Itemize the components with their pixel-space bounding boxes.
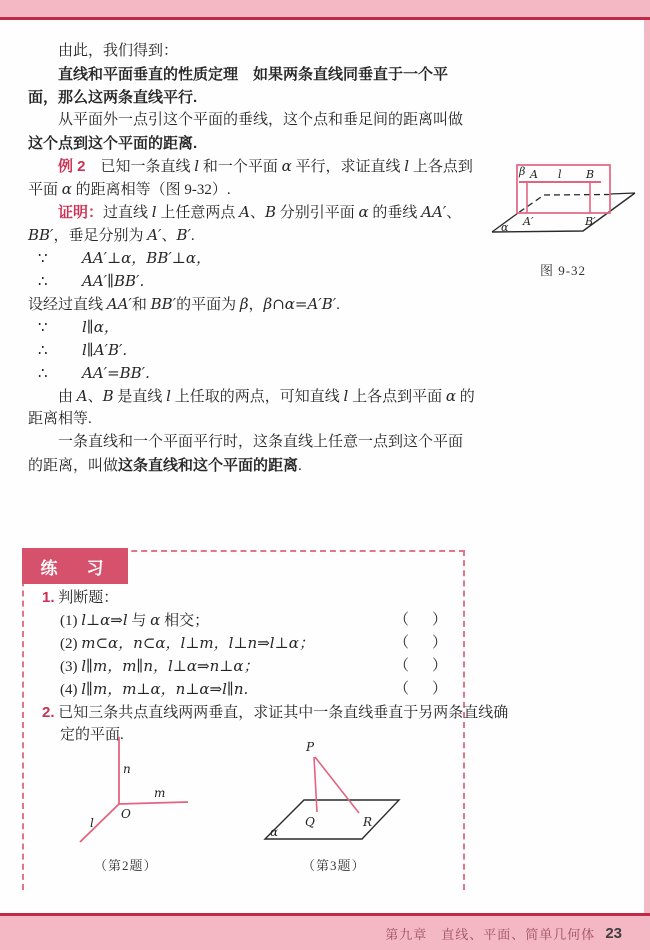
text-segment: 上各点到平面 xyxy=(348,389,446,405)
text-line xyxy=(28,201,483,224)
text-segment: A′ xyxy=(147,226,162,244)
text-segment: 、 xyxy=(446,205,462,221)
text-segment: BB′ xyxy=(28,226,54,244)
figure-9-32-drawing xyxy=(487,157,639,249)
text-segment: l xyxy=(404,157,410,175)
text-segment: 已知一条直线 xyxy=(85,159,195,175)
label-n: n xyxy=(123,762,131,776)
text-segment: AA′=BB′. xyxy=(82,364,150,382)
exercise-lines xyxy=(24,586,509,747)
text-segment: 平行，求证直线 xyxy=(291,159,405,175)
exercise-line xyxy=(24,678,463,701)
text-line xyxy=(28,316,483,339)
text-line xyxy=(28,63,483,86)
text-segment: 证明： xyxy=(58,204,104,221)
label-alpha: α xyxy=(501,221,509,234)
text-segment: 距离相等. xyxy=(28,411,92,427)
label-B: B xyxy=(586,168,595,181)
text-segment: B′ xyxy=(176,226,191,244)
segment-PR xyxy=(315,757,359,813)
text-segment: 的平面为 xyxy=(176,297,240,313)
text-line xyxy=(28,132,483,155)
text-segment: 、 xyxy=(249,205,265,221)
text-segment: 上任意两点 xyxy=(156,205,240,221)
segment-PQ xyxy=(314,757,317,812)
text-segment: α xyxy=(445,387,456,405)
text-segment: l xyxy=(166,387,171,405)
text-line xyxy=(28,293,483,316)
top-pink-band xyxy=(0,0,650,17)
text-segment: β∩α=A′B′ xyxy=(263,295,337,313)
text-segment: m⊂α，n⊂α，l⊥m，l⊥n⇒l⊥α； xyxy=(81,634,314,652)
text-segment: (4) xyxy=(60,682,82,698)
text-segment: 定的平面. xyxy=(60,727,124,743)
text-line xyxy=(28,224,483,247)
exercise-line xyxy=(24,609,463,632)
text-segment: ， xyxy=(248,297,264,313)
therefore-because-symbol: ∵ xyxy=(38,251,48,267)
text-segment: B xyxy=(264,203,276,221)
text-segment: AA′∥BB′. xyxy=(82,272,145,290)
text-line xyxy=(28,86,483,109)
figure-9-32 xyxy=(487,157,639,279)
label-B-prime: B′ xyxy=(585,215,596,228)
text-segment: β xyxy=(239,295,249,313)
therefore-because-symbol: ∴ xyxy=(38,366,48,382)
text-segment: . xyxy=(190,228,195,244)
label-P: P xyxy=(306,740,315,754)
judge-statement xyxy=(60,609,209,632)
exercise-tab: 练 习 xyxy=(22,548,128,584)
text-segment: α xyxy=(281,157,292,175)
label-Q: Q xyxy=(305,815,315,829)
text-segment: B xyxy=(102,387,114,405)
text-segment: AA′ xyxy=(421,203,447,221)
line-l xyxy=(80,804,119,842)
text-segment: l xyxy=(151,203,157,221)
text-segment: A xyxy=(76,387,88,405)
judge-statement xyxy=(60,655,259,678)
exercise-box xyxy=(22,550,509,890)
text-segment: 的距离相等（图 9-32）. xyxy=(71,182,231,198)
exercise-line xyxy=(24,586,463,609)
text-segment: 、 xyxy=(161,228,177,244)
text-segment: . xyxy=(336,297,340,313)
text-segment: (3) xyxy=(60,659,82,675)
footer-page-number: 23 xyxy=(605,924,622,942)
plane-alpha-outline xyxy=(265,800,399,839)
text-segment: 由此，我们得到： xyxy=(58,43,179,59)
text-segment: ，垂足分别为 xyxy=(53,228,148,244)
text-segment: 上任取的两点，可知直线 xyxy=(170,389,344,405)
diagram-problem-2 xyxy=(57,735,207,847)
label-O: O xyxy=(121,807,131,821)
exercise-line xyxy=(24,655,463,678)
figure-9-32-caption: 图 9-32 xyxy=(539,263,587,278)
therefore-because-symbol: ∴ xyxy=(38,274,48,290)
text-line xyxy=(28,431,483,454)
label-A: A xyxy=(530,168,538,181)
diagram-problem-3 xyxy=(247,735,417,850)
label-alpha: α xyxy=(270,825,279,839)
answer-parentheses: （ ） xyxy=(393,612,451,628)
footer-chapter-title: 第九章 直线、平面、简单几何体 xyxy=(385,926,596,942)
footer-band xyxy=(0,916,650,950)
text-segment: l∥m，m⊥α，n⊥α⇒l∥n. xyxy=(81,680,249,698)
text-segment: l⊥α⇒l xyxy=(81,611,128,629)
top-red-rule xyxy=(0,17,650,20)
right-pink-stripe xyxy=(644,20,650,913)
text-segment: 分别引平面 xyxy=(276,205,359,221)
exercise-line xyxy=(24,701,509,724)
text-segment: l xyxy=(343,387,349,405)
exercise-line xyxy=(24,632,463,655)
plane-alpha-hidden-edge xyxy=(518,195,610,214)
answer-parentheses: （ ） xyxy=(393,658,451,674)
text-segment: (1) xyxy=(60,613,82,629)
text-segment: 和一个平面 xyxy=(199,159,282,175)
text-line xyxy=(28,40,483,63)
text-segment: 设经过直线 xyxy=(28,297,107,313)
text-segment: 一条直线和一个平面平行时，这条直线上任意一点到这个平面 xyxy=(58,434,464,450)
text-segment: l∥m，m∥n，l⊥α⇒n⊥α； xyxy=(81,657,259,675)
judge-statement xyxy=(60,632,314,655)
text-segment: 的 xyxy=(455,389,475,405)
text-segment: AA′⊥α，BB′⊥α， xyxy=(82,249,211,267)
text-line xyxy=(28,362,483,385)
text-line xyxy=(28,385,483,408)
text-line xyxy=(28,270,483,293)
text-line xyxy=(28,178,483,201)
text-segment: α xyxy=(150,611,161,629)
text-segment: (2) xyxy=(60,636,82,652)
diagram-3-caption: （第3题） xyxy=(302,858,366,873)
diagram-2-caption: （第2题） xyxy=(94,858,158,873)
text-segment: 相交； xyxy=(160,613,210,629)
text-segment: A xyxy=(239,203,250,221)
text-segment: BB′ xyxy=(150,295,177,313)
text-segment: 1. xyxy=(42,589,55,606)
text-segment: 、 xyxy=(87,389,103,405)
text-line xyxy=(28,247,483,270)
text-segment: 由 xyxy=(58,389,77,405)
text-segment: 和 xyxy=(131,297,151,313)
text-segment: 例 2 xyxy=(58,158,86,175)
answer-parentheses: （ ） xyxy=(393,681,451,697)
text-segment: 上各点到 xyxy=(409,159,473,175)
label-beta: β xyxy=(519,165,526,178)
text-segment: 的距离，叫做 xyxy=(28,458,119,474)
text-line xyxy=(28,454,483,477)
line-m xyxy=(119,802,188,804)
text-line xyxy=(28,155,483,178)
text-segment: 已知三条共点直线两两垂直，求证其中一条直线垂直于另两条直线确 xyxy=(54,705,509,721)
text-segment: 与 xyxy=(127,613,151,629)
text-segment: 2. xyxy=(42,704,55,721)
text-line xyxy=(28,109,483,132)
text-segment: 这条直线和这个平面的距离 xyxy=(118,457,299,474)
text-segment: l∥A′B′. xyxy=(82,341,128,359)
text-line xyxy=(28,339,483,362)
text-segment: 过直线 xyxy=(103,205,152,221)
therefore-because-symbol: ∴ xyxy=(38,343,48,359)
text-segment: 的垂线 xyxy=(368,205,422,221)
therefore-because-symbol: ∵ xyxy=(38,320,48,336)
answer-parentheses: （ ） xyxy=(393,635,451,651)
plane-alpha-back-edge-visible xyxy=(610,193,635,194)
text-segment: 直线和平面垂直的性质定理 如果两条直线同垂直于一个平 xyxy=(58,66,449,83)
text-segment: 这个点到这个平面的距离. xyxy=(28,135,198,152)
text-segment: α xyxy=(61,180,72,198)
text-segment: 平面 xyxy=(28,182,62,198)
text-segment: 判断题： xyxy=(54,590,119,606)
text-segment: 从平面外一点引这个平面的垂线，这个点和垂足间的距离叫做 xyxy=(58,112,464,128)
label-R: R xyxy=(363,815,373,829)
text-segment: AA′ xyxy=(106,295,132,313)
judge-statement xyxy=(60,678,248,701)
main-text-column xyxy=(28,40,483,477)
text-segment: l∥α， xyxy=(82,318,119,336)
text-segment: 面，那么这两条直线平行. xyxy=(28,89,198,106)
text-segment: . xyxy=(298,458,302,474)
text-line xyxy=(28,408,483,431)
label-l: l xyxy=(90,816,94,830)
text-segment: α xyxy=(358,203,369,221)
label-l: l xyxy=(558,168,562,181)
label-A-prime: A′ xyxy=(523,215,534,228)
text-segment: 是直线 xyxy=(113,389,167,405)
text-segment: l xyxy=(194,157,200,175)
label-m: m xyxy=(154,786,166,800)
